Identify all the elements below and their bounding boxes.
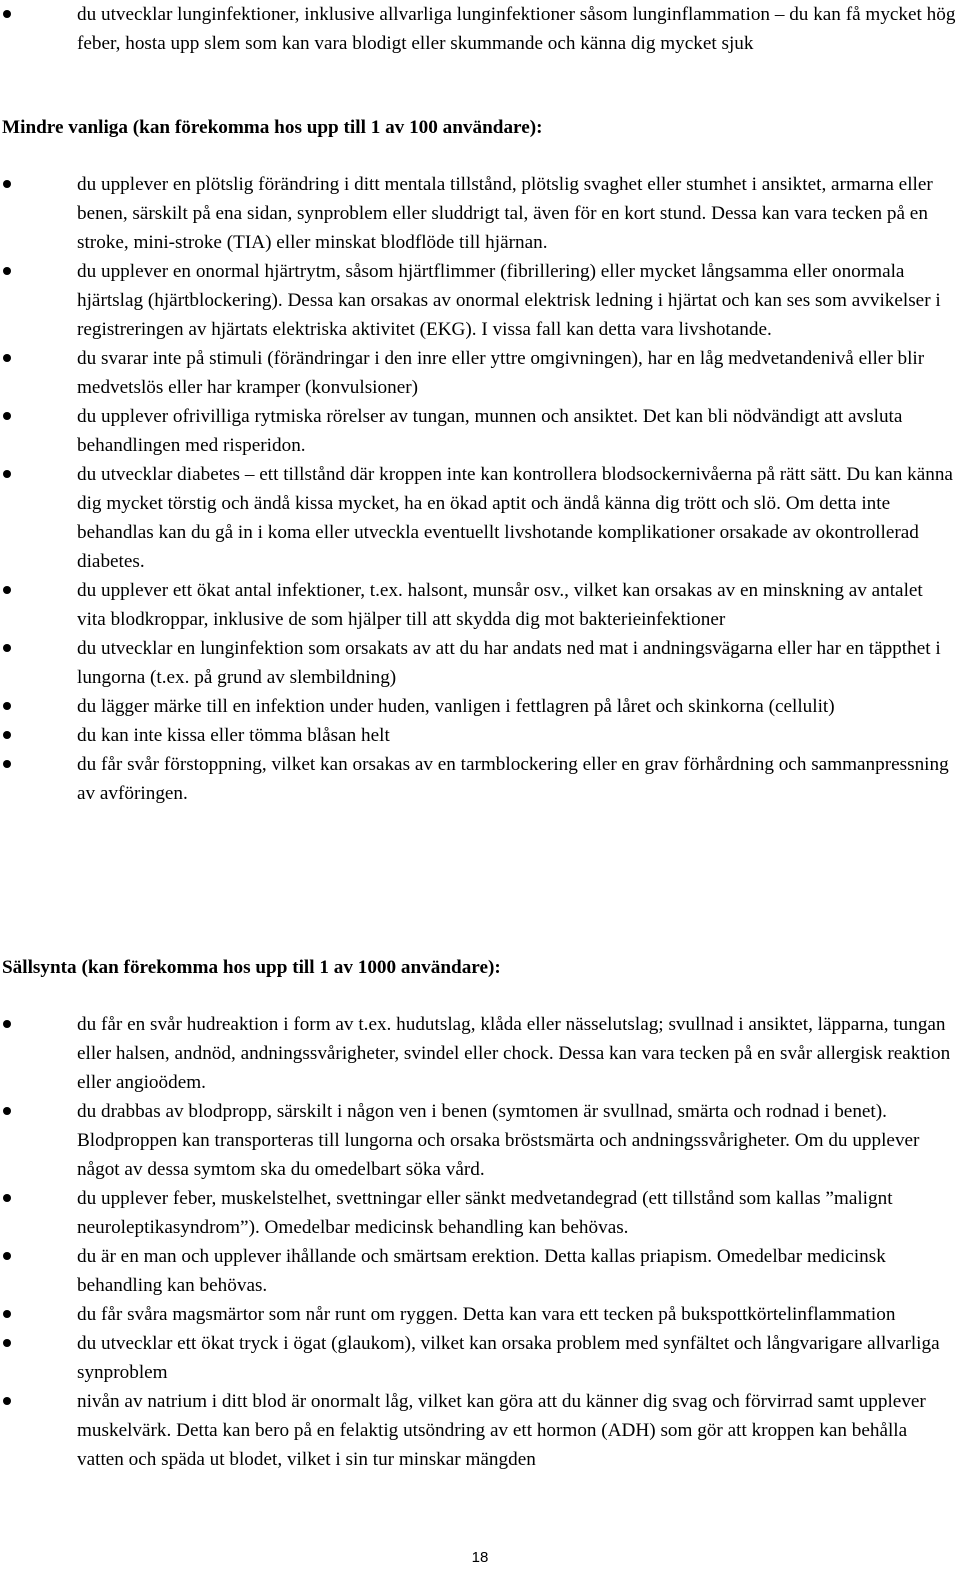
- list-item-text: du lägger märke till en infektion under huden, vanligen i fettlagren på låret och skinkorna (cellulit): [77, 696, 835, 717]
- bullet-icon: [3, 180, 11, 188]
- list-item: [0, 692, 960, 721]
- bullet-icon: [3, 470, 11, 478]
- list-item-text: du får svår förstoppning, vilket kan orsakas av en tarmblockering eller en grav förhårdning och sammanpressning av avföringen.: [77, 754, 949, 804]
- bullet-icon: [3, 1252, 11, 1260]
- list-item-text: du upplever feber, muskelstelhet, svettningar eller sänkt medvetandegrad (ett tillstånd som kallas ”malignt neuroleptikasyndrom”). Omedelbar medicinsk behandling kan behövas.: [77, 1188, 893, 1238]
- bullet-icon: [3, 267, 11, 275]
- bullet-icon: [3, 702, 11, 710]
- list-item: [0, 576, 960, 634]
- list-item: [0, 634, 960, 692]
- section-heading-mindre-vanliga: Mindre vanliga (kan förekomma hos upp till 1 av 100 användare):: [2, 117, 543, 138]
- list-item: [0, 1010, 960, 1097]
- list-item-text: du utvecklar diabetes – ett tillstånd där kroppen inte kan kontrollera blodsockernivåerna på rätt sätt. Du kan känna dig mycket törstig och ändå kissa mycket, ha en ökad aptit och ändå känna dig trött och slö. Om detta inte behandlas kan du gå in i koma eller utveckla eventuellt livshotande komplikationer orsakade av okontrollerad diabetes.: [77, 464, 953, 572]
- list-item-text: du är en man och upplever ihållande och smärtsam erektion. Detta kallas priapism. Omedelbar medicinsk behandling kan behövas.: [77, 1246, 886, 1296]
- bullet-list-sallsynta: [0, 1010, 960, 1474]
- bullet-icon: [3, 1194, 11, 1202]
- bullet-icon: [3, 1020, 11, 1028]
- bullet-icon: [3, 1107, 11, 1115]
- list-item-text: du svarar inte på stimuli (förändringar i den inre eller yttre omgivningen), har en låg medvetandenivå eller blir medvetslös eller har kramper (konvulsioner): [77, 348, 925, 398]
- bullet-icon: [3, 1339, 11, 1347]
- bullet-icon: [3, 354, 11, 362]
- list-item-text: du drabbas av blodpropp, särskilt i någon ven i benen (symtomen är svullnad, smärta och rodnad i benet). Blodproppen kan transporteras till lungorna och orsaka bröstsmärta och andningssvårigheter. Om du upplever något av dessa symtom ska du omedelbart söka vård.: [77, 1101, 920, 1180]
- list-item: [0, 0, 960, 58]
- bullet-icon: [3, 644, 11, 652]
- list-item-text: du får en svår hudreaktion i form av t.ex. hudutslag, klåda eller nässelutslag; svullnad i ansiktet, läpparna, tungan eller halsen, andnöd, andningssvårigheter, svindel eller chock. Dessa kan vara tecken på en svår allergisk reaktion eller angioödem.: [77, 1014, 951, 1093]
- list-item-text: nivån av natrium i ditt blod är onormalt låg, vilket kan göra att du känner dig svag och förvirrad samt upplever muskelvärk. Detta kan bero på en felaktig utsöndring av ett hormon (ADH) som gör att kroppen kan behålla vatten och späda ut blodet, vilket i sin tur minskar mängden: [77, 1391, 926, 1470]
- bullet-icon: [3, 10, 11, 18]
- list-item: [0, 170, 960, 257]
- bullet-list-mindre-vanliga: [0, 170, 960, 808]
- list-item-text: du utvecklar en lunginfektion som orsakats av att du har andats ned mat i andningsvägarna eller har en täppthet i lungorna (t.ex. på grund av slembildning): [77, 638, 941, 688]
- bullet-icon: [3, 1310, 11, 1318]
- bullet-icon: [3, 1397, 11, 1405]
- list-item: [0, 1387, 960, 1474]
- list-item-text: du utvecklar lunginfektioner, inklusive allvarliga lunginfektioner såsom lunginflammation – du kan få mycket hög feber, hosta upp slem som kan vara blodigt eller skummande och känna dig mycket sjuk: [77, 4, 956, 54]
- list-item: [0, 1300, 960, 1329]
- list-item: [0, 460, 960, 576]
- list-item-text: du får svåra magsmärtor som når runt om ryggen. Detta kan vara ett tecken på bukspottkörtelinflammation: [77, 1304, 896, 1325]
- bullet-icon: [3, 586, 11, 594]
- list-item: [0, 344, 960, 402]
- bullet-icon: [3, 412, 11, 420]
- list-item: [0, 1329, 960, 1387]
- list-item-text: du upplever en plötslig förändring i ditt mentala tillstånd, plötslig svaghet eller stumhet i ansiktet, armarna eller benen, särskilt på ena sidan, synproblem eller sluddrigt tal, även för en kort stund. Dessa kan vara tecken på en stroke, mini-stroke (TIA) eller minskat blodflöde till hjärnan.: [77, 174, 933, 253]
- list-item-text: du upplever en onormal hjärtrytm, såsom hjärtflimmer (fibrillering) eller mycket långsamma eller onormala hjärtslag (hjärtblockering). Dessa kan orsakas av onormal elektrisk ledning i hjärtat och kan ses som avvikelser i registreringen av hjärtats elektriska aktivitet (EKG). I vissa fall kan detta vara livshotande.: [77, 261, 941, 340]
- list-item: [0, 721, 960, 750]
- list-item: [0, 1097, 960, 1184]
- list-item: [0, 1184, 960, 1242]
- list-item: [0, 402, 960, 460]
- page-number: 18: [471, 1549, 489, 1566]
- bullet-list-top: [0, 0, 960, 58]
- list-item-text: du upplever ofrivilliga rytmiska rörelser av tungan, munnen och ansiktet. Det kan bli nödvändigt att avsluta behandlingen med risperidon.: [77, 406, 903, 456]
- list-item-text: du kan inte kissa eller tömma blåsan helt: [77, 725, 390, 746]
- list-item: [0, 750, 960, 808]
- list-item: [0, 1242, 960, 1300]
- section-heading-sallsynta: Sällsynta (kan förekomma hos upp till 1 av 1000 användare):: [2, 957, 501, 978]
- bullet-icon: [3, 731, 11, 739]
- list-item: [0, 257, 960, 344]
- bullet-icon: [3, 760, 11, 768]
- list-item-text: du upplever ett ökat antal infektioner, t.ex. halsont, munsår osv., vilket kan orsakas av en minskning av antalet vita blodkroppar, inklusive de som hjälper till att skydda dig mot bakterieinfektioner: [77, 580, 923, 630]
- list-item-text: du utvecklar ett ökat tryck i ögat (glaukom), vilket kan orsaka problem med synfältet och långvarigare allvarliga synproblem: [77, 1333, 940, 1383]
